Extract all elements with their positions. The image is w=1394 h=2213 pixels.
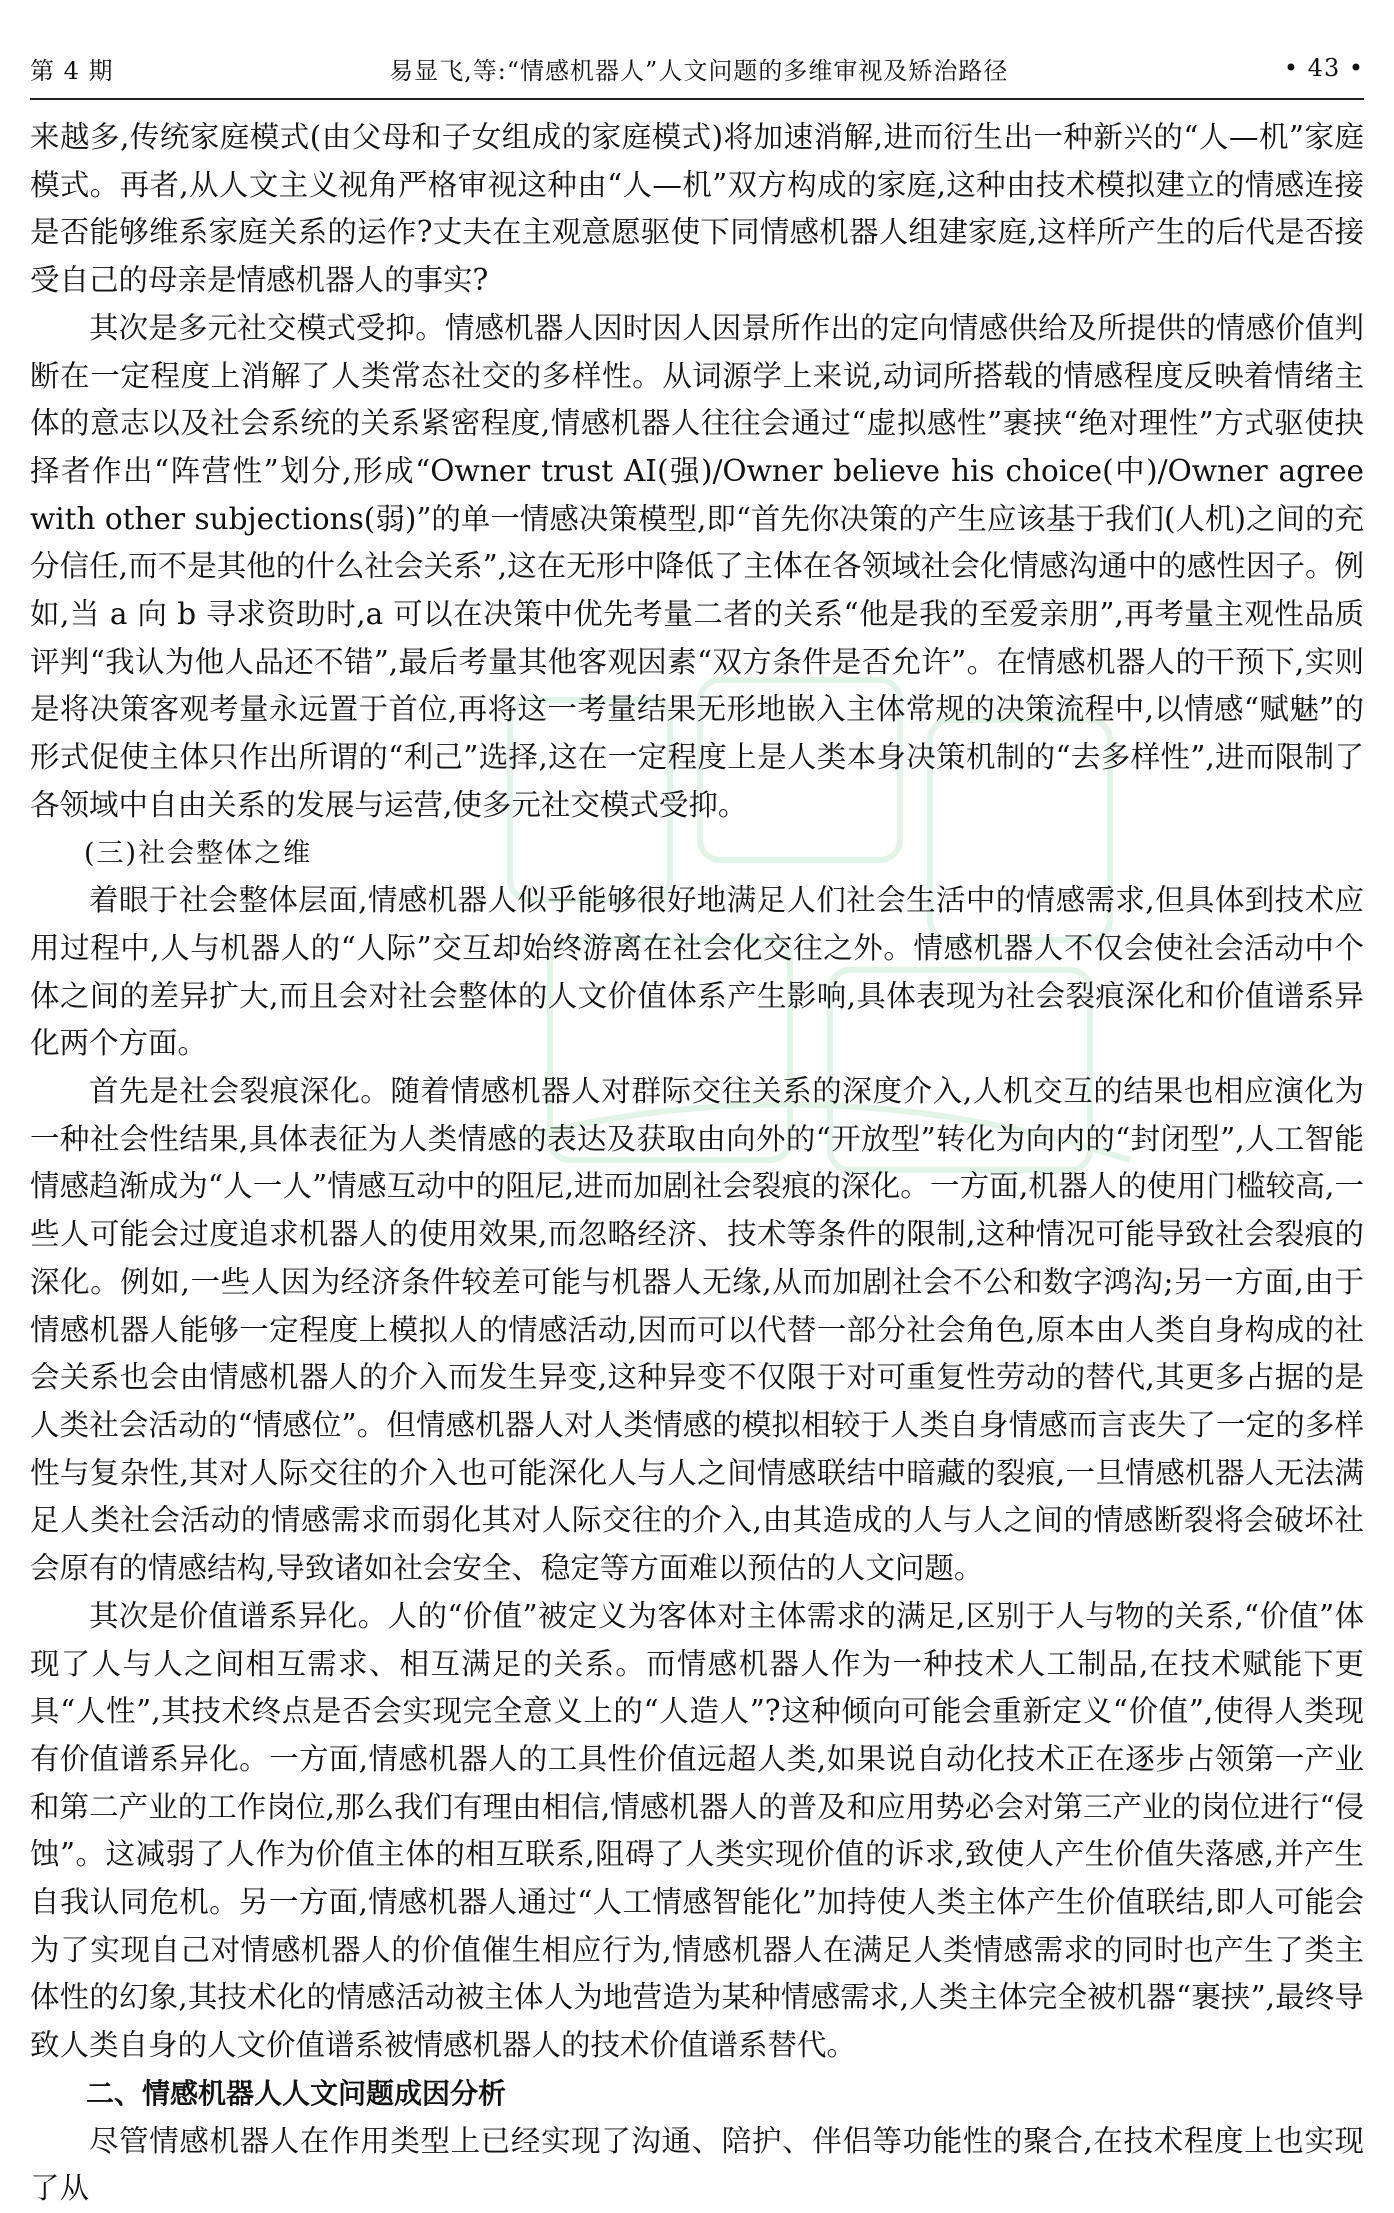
paragraph-social-rift: 首先是社会裂痕深化。随着情感机器人对群际交往关系的深度介入,人机交互的结果也相应演化为一种社会性结果,具体表征为人类情感的表达及获取由向外的“开放型”转化为向内的“封闭型”,人工智能情感趋渐成为“人一人”情感互动中的阻尼,进而加剧社会裂痕的深化。一方面,机器人的使用门槛较高,一些人可能会过度追求机器人的使用效果,而忽略经济、技术等条件的限制,这种情况可能导致社会裂痕的深化。例如,一些人因为经济条件较差可能与机器人无缘,从而加剧社会不公和数字鸿沟;另一方面,由于情感机器人能够一定程度上模拟人的情感活动,因而可以代替一部分社会角色,原本由人类自身构成的社会关系也会由情感机器人的介入而发生异变,这种异变不仅限于对可重复性劳动的替代,其更多占据的是人类社会活动的“情感位”。但情感机器人对人类情感的模拟相较于人类自身情感而言丧失了一定的多样性与复杂性,其对人际交往的介入也可能深化人与人之间情感联结中暗藏的裂痕,一旦情感机器人无法满足人类社会活动的情感需求而弱化其对人际交往的介入,由其造成的人与人之间的情感断裂将会破坏社会原有的情感结构,导致诸如社会安全、稳定等方面难以预估的人文问题。: [30, 1074, 1364, 1586]
paragraph-value-system: 其次是价值谱系异化。人的“价值”被定义为客体对主体需求的满足,区别于人与物的关系,“价值”体现了人与人之间相互需求、相互满足的关系。而情感机器人作为一种技术人工制品,在技术赋能下更具“人性”,其技术终点是否会实现完全意义上的“人造人”?这种倾向可能会重新定义“价值”,使得人类现有价值谱系异化。一方面,情感机器人的工具性价值远超人类,如果说自动化技术正在逐步占领第一产业和第二产业的工作岗位,那么我们有理由相信,情感机器人的普及和应用势必会对第三产业的岗位进行“侵蚀”。这减弱了人作为价值主体的相互联系,阻碍了人类实现价值的诉求,致使人产生价值失落感,并产生自我认同危机。另一方面,情感机器人通过“人工情感智能化”加持使人类主体产生价值联结,即人可能会为了实现自己对情感机器人的价值催生相应行为,情感机器人在满足人类情感需求的同时也产生了类主体性的幻象,其技术化的情感活动被主体人为地营造为某种情感需求,人类主体完全被机器“裹挟”,最终导致人类自身的人文价值谱系被情感机器人的技术价值谱系替代。: [30, 1598, 1364, 2063]
paragraph-causes-intro: 尽管情感机器人在作用类型上已经实现了沟通、陪护、伴侣等功能性的聚合,在技术程度上也实现了从: [30, 2123, 1364, 2206]
header-rule: [30, 98, 1364, 100]
paragraph-social-mode: 其次是多元社交模式受抑。情感机器人因时因人因景所作出的定向情感供给及所提供的情感价值判断在一定程度上消解了人类常态社交的多样性。从词源学上来说,动词所搭载的情感程度反映着情绪主体的意志以及社会系统的关系紧密程度,情感机器人往往会通过“虚拟感性”裹挟“绝对理性”方式驱使抉择者作出“阵营性”划分,形成“Owner trust AI(强)/Owner believe his choice(中)/Owner agree with other subjections(弱)”的单一情感决策模型,即“首先你决策的产生应该基于我们(人机)之间的充分信任,而不是其他的什么社会关系”,这在无形中降低了主体在各领域社会化情感沟通中的感性因子。例如,当 a 向 b 寻求资助时,a 可以在决策中优先考量二者的关系“他是我的至爱亲朋”,再考量主观性品质评判“我认为他人品还不错”,最后考量其他客观因素“双方条件是否允许”。在情感机器人的干预下,实则是将决策客观考量永远置于首位,再将这一考量结果无形地嵌入主体常规的决策流程中,以情感“赋魅”的形式促使主体只作出所谓的“利己”选择,这在一定程度上是人类本身决策机制的“去多样性”,进而限制了各领域中自由关系的发展与运营,使多元社交模式受抑。: [30, 310, 1364, 822]
paragraph-society-overview: 着眼于社会整体层面,情感机器人似乎能够很好地满足人们社会生活中的情感需求,但具体到技术应用过程中,人与机器人的“人际”交互却始终游离在社会化交往之外。情感机器人不仅会使社会活动中个体之间的差异扩大,而且会对社会整体的人文价值体系产生影响,具体表现为社会裂痕深化和价值谱系异化两个方面。: [30, 883, 1364, 1061]
page-number: • 43 •: [1283, 54, 1364, 82]
article-body: [30, 114, 1364, 2213]
running-title: 易显飞,等:“情感机器人”人文问题的多维审视及矫治路径: [389, 56, 1009, 85]
section-heading-causes: 二、情感机器人人文问题成因分析: [86, 2076, 507, 2110]
subheading-society: (三)社会整体之维: [84, 837, 313, 869]
paragraph-continued: 来越多,传统家庭模式(由父母和子女组成的家庭模式)将加速消解,进而衍生出一种新兴的“人—机”家庭模式。再者,从人文主义视角严格审视这种由“人—机”双方构成的家庭,这种由技术模拟建立的情感连接是否能够维系家庭关系的运作?丈夫在主观意愿驱使下同情感机器人组建家庭,这样所产生的后代是否接受自己的母亲是情感机器人的事实?: [30, 120, 1364, 298]
page-header: [30, 48, 1364, 88]
issue-number: 第 4 期: [30, 56, 114, 85]
